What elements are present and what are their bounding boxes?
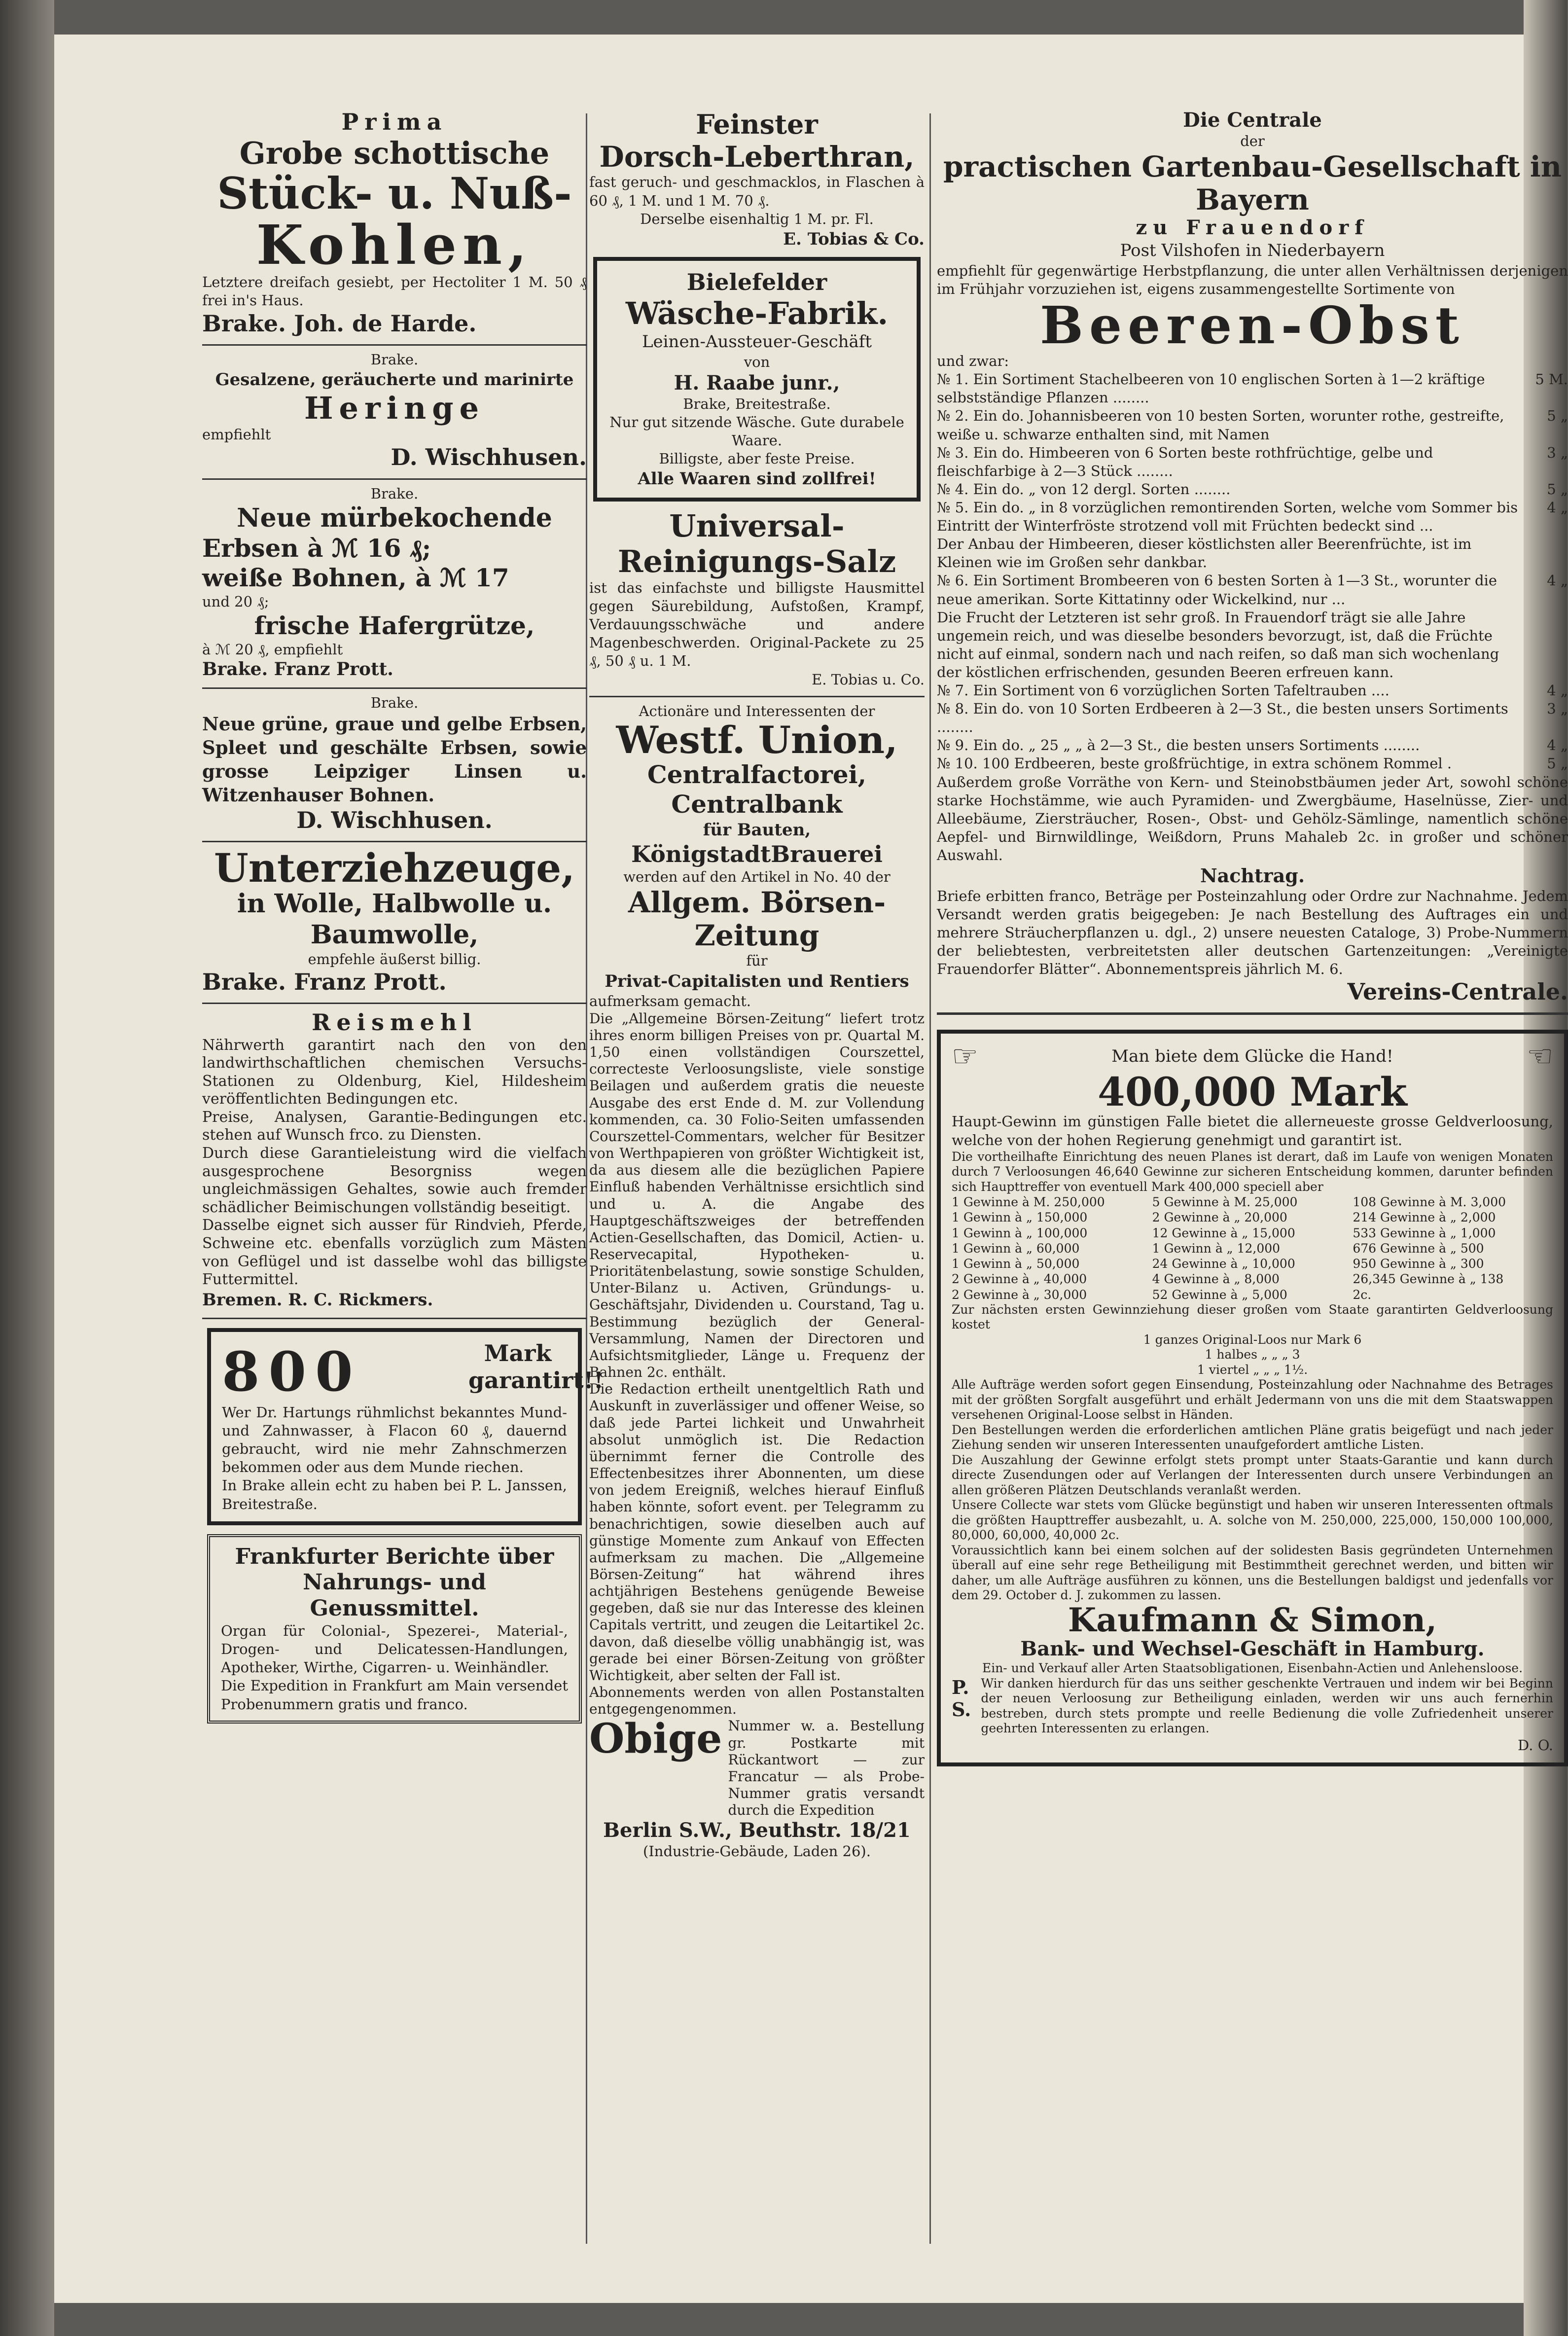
divider bbox=[937, 1012, 1568, 1015]
ad-body: Die Auszahlung der Gewinne erfolgt stets prompt unter Staats-Garantie und kann durch directe Zusendungen oder auf Verlangen der Interessenten durch unsere Verbindungen an allen größeren Plätzen Deutschlands veranlaßt werden. bbox=[952, 1452, 1553, 1497]
assortment-price: 4 „ bbox=[1547, 737, 1568, 754]
ad-heringe bbox=[202, 351, 587, 471]
ad-body: Abonnements werden von allen Postanstalten entgegengenommen. bbox=[589, 1684, 925, 1718]
ad-line: Nur gut sitzende Wäsche. Gute durabele Waare. bbox=[609, 413, 904, 449]
assortment-item bbox=[937, 407, 1568, 443]
prize-cell: 950 Gewinne à „ 300 bbox=[1353, 1257, 1484, 1271]
assortment-price: 3 „ bbox=[1547, 444, 1568, 461]
assortment-item bbox=[937, 499, 1568, 535]
prize-cell: 1 Gewinne à M. 250,000 bbox=[952, 1195, 1105, 1210]
assortment-text: № 8. Ein do. von 10 Sorten Erdbeeren à 2—3 St., die besten unsers Sortiments ........ bbox=[937, 700, 1508, 736]
ad-kicker: Universal- bbox=[669, 508, 845, 544]
ad-headline: Heringe bbox=[304, 390, 485, 427]
ad-subhead: Nachtrag. bbox=[1200, 864, 1305, 887]
ad-line: Centralbank bbox=[671, 789, 843, 819]
ad-geldverloosung bbox=[937, 1030, 1568, 1766]
ad-800-mark bbox=[207, 1328, 604, 1525]
prize-cell: 52 Gewinne à „ 5,000 bbox=[1152, 1287, 1287, 1302]
prize-cell: 108 Gewinne à M. 3,000 bbox=[1353, 1195, 1506, 1210]
ad-body: Letztere dreifach gesiebt, per Hectoliter 1 M. 50 ₰ frei in's Haus. bbox=[202, 274, 587, 309]
ad-signature: D. Wischhusen. bbox=[296, 807, 493, 834]
assortment-text: № 5. Ein do. „ in 8 vorzüglichen remontirenden Sorten, welche vom Sommer bis Eintritt der Winterfröste strotzend voll mit Früchten bedeckt sind ... bbox=[937, 499, 1518, 535]
ad-line: Privat-Capitalisten und Rentiers bbox=[605, 971, 909, 991]
ad-gruene-erbsen bbox=[202, 694, 587, 834]
prize-cell: 2 Gewinne à „ 20,000 bbox=[1152, 1210, 1287, 1225]
ad-body: Die Redaction ertheilt unentgeltlich Rath und Auskunft in zuverlässiger und offener Weise, so daß jede Partei lichkeit und Unwahrheit absolut unmöglich ist. Die Redaction übernimmt ferner die Controlle des Effectenbesitzes ihrer Abonnenten, um diese von jedem Ereigniß, welches hierauf Einfluß haben könnte, sofort event. per Telegramm zu benachrichtigen, sowie dieselben auch auf günstige Momente zum Ankauf von Effecten aufmerksam zu machen. Die „Allgemeine Börsen-Zeitung“ hat während ihres achtjährigen Bestehens genügende Beweise gegeben, daß sie nur das Interesse des kleinen Capitals vertritt, und zeugen die Leitartikel 2c. davon, daß dieselbe völlig unabhängig ist, was gerade bei einer Börsen-Zeitung von größter Wichtigkeit, aber selten der Fall ist. bbox=[589, 1381, 925, 1684]
ad-line: Alle Waaren sind zollfrei! bbox=[638, 469, 876, 489]
ad-line: KönigstadtBrauerei bbox=[631, 840, 883, 867]
ad-line: frische Hafergrütze, bbox=[254, 611, 535, 641]
ad-signature: Berlin S.W., Beuthstr. 18/21 bbox=[603, 1819, 911, 1842]
ad-body: Preise, Analysen, Garantie-Bedingungen etc. stehen auf Wunsch frco. zu Diensten. bbox=[202, 1108, 587, 1144]
assortment-item bbox=[937, 700, 1568, 736]
ad-line: für Bauten, bbox=[703, 820, 811, 840]
assortment-item bbox=[937, 572, 1568, 608]
column-rule bbox=[929, 113, 931, 2244]
assortment-text: № 1. Ein Sortiment Stachelbeeren von 10 englischen Sorten à 1—2 kräftige selbstständige Pflanzen ........ bbox=[937, 371, 1485, 406]
prize-cell: 2 Gewinne à „ 30,000 bbox=[952, 1287, 1087, 1302]
ad-line: Billigste, aber feste Preise. bbox=[659, 450, 855, 467]
assortment-price bbox=[1524, 609, 1568, 682]
ad-body: empfiehlt für gegenwärtige Herbstpflanzung, die unter allen Verhältnissen derjenigen im Frühjahr vorzuziehen ist, eigens zusammengestellte Sortimente von bbox=[937, 262, 1568, 297]
ad-place: Brake. bbox=[370, 351, 419, 368]
prize-cell: 5 Gewinne à M. 25,000 bbox=[1152, 1195, 1298, 1210]
assortment-text: № 6. Ein Sortiment Brombeeren von 6 besten Sorten à 1—3 St., worunter die neue amerikan. Sorte Kittatinny oder Wickelkind, nur ... bbox=[937, 572, 1497, 608]
ad-body: Dasselbe eignet sich ausser für Rindvieh, Pferde, Schweine etc. ebenfalls vorzüglich zum Mästen von Geflügel und ist dasselbe wohl das billigste Futtermittel. bbox=[202, 1217, 587, 1289]
ad-unterziehzeuge bbox=[202, 847, 587, 996]
prize-cell: 2 Gewinne à „ 40,000 bbox=[952, 1272, 1087, 1287]
assortment-item bbox=[937, 736, 1568, 755]
ad-line: der bbox=[1240, 133, 1265, 149]
ad-line: und 20 ₰; bbox=[202, 593, 269, 611]
divider bbox=[202, 841, 587, 842]
prize-cell: 1 Gewinn à „ 12,000 bbox=[1152, 1241, 1281, 1256]
assortment-price bbox=[1524, 535, 1568, 572]
ad-headline: Kohlen, bbox=[256, 213, 533, 277]
ad-reismehl bbox=[202, 1009, 587, 1311]
ad-line: Derselbe eisenhaltig 1 M. pr. Fl. bbox=[640, 210, 874, 227]
ticket-price: 1 viertel „ „ „ 1½. bbox=[1197, 1362, 1308, 1377]
divider bbox=[202, 1318, 587, 1319]
ad-erbsen bbox=[202, 485, 587, 681]
assortment-price: 3 „ bbox=[1547, 700, 1568, 718]
ad-headline: Dorsch-Leberthran, bbox=[599, 140, 915, 174]
column-2 bbox=[589, 108, 925, 1868]
ad-body: Unsere Collecte war stets vom Glücke begünstigt und haben wir unseren Interessenten oftmals die größten Haupttreffer ausbezahlt, u. A. solche von M. 250,000, 225,000, 150,000 100,000, 80,000, 60,000, 40,000 2c. bbox=[952, 1498, 1553, 1543]
ad-line: in Wolle, Halbwolle u. Baumwolle, bbox=[237, 889, 552, 950]
ad-footer: In Brake allein echt zu haben bei P. L. Janssen, Breitestraße. bbox=[222, 1477, 567, 1512]
ad-headline: practischen Gartenbau-Gesellschaft in Bayern bbox=[943, 150, 1562, 216]
ad-body: Briefe erbitten franco, Beträge per Posteinzahlung oder Ordre zur Nachnahme. Jedem Versandt werden gratis beigegeben: Je nach Bestellung des Auftrages ein und mehrere Sträucherpflanzen u. dgl., 2) unsere neuesten Cataloge, 3) Probe-Nummern der beliebtesten, verbreitetsten aller deutschen Gartenzeitungen: „Vereinigte Frauendorfer Blätter“. Abonnementspreis jährlich M. 6. bbox=[937, 887, 1568, 978]
prize-cell: 24 Gewinne à „ 10,000 bbox=[1152, 1257, 1295, 1271]
ad-body: Außerdem große Vorräthe von Kern- und Steinobstbäumen jeder Art, sowohl schöne starke Hochstämme, wie auch Pyramiden- und Zwergbäume, Haselnüsse, Zier- und Alleebäume, Ziersträucher, Rosen-, Obst- und Gehölz-Sämlinge, namentlich schöne Aepfel- und Birnwildlinge, Weißdorn, Pruns Mahaleb 2c. in großer und schöner Auswahl. bbox=[937, 773, 1568, 864]
ad-body: Neue grüne, graue und gelbe Erbsen, Spleet und geschälte Erbsen, sowie grosse Leipziger Linsen u. Witzenhauser Bohnen. bbox=[202, 713, 587, 806]
ad-signature: D. Wischhusen. bbox=[391, 444, 587, 471]
ad-waesche-fabrik bbox=[593, 257, 921, 502]
ad-body: Den Bestellungen werden die erforderlichen amtlichen Pläne gratis beigefügt und nach jeder Ziehung senden wir unseren Interessenten unaufgefordert amtliche Listen. bbox=[952, 1422, 1553, 1452]
ad-line: Actionäre und Interessenten der bbox=[639, 702, 875, 719]
divider bbox=[202, 687, 587, 689]
ad-body: Die vortheilhafte Einrichtung des neuen Planes ist derart, daß im Laufe von wenigen Monaten durch 7 Verloosungen 46,640 Gewinne zur sicheren Entscheidung kommen, darunter befinden sich Haupttreffer von eventuell Mark 400,000 speciell aber bbox=[952, 1149, 1553, 1194]
ad-kohlen bbox=[202, 108, 587, 337]
prize-cell: 26,345 Gewinne à „ 138 bbox=[1353, 1272, 1504, 1287]
ad-body: Die „Allgemeine Börsen-Zeitung“ liefert trotz ihres enorm billigen Preises von pr. Quartal M. 1,50 einen vollständigen Courszettel, correcteste Verloosungsliste, viele sonstige Beilagen und außerdem gratis die neueste Ausgabe des erst Ende d. M. zur Vollendung kommenden, ca. 30 Folio-Seiten umfassenden Courszettel-Commentars, welcher für Besitzer von Werthpapieren von größter Wichtigkeit ist, da aus diesem alle die bezüglichen Papiere Einfluß habenden Verhältnisse ersichtlich sind und u. A. die Angabe des Hauptgeschäftszweiges der betreffenden Actien-Gesellschaften, das Domicil, Actien- u. Reservecapital, Hypotheken- u. Prioritätenbelastung, sowie sonstige Schulden, Unter-Bilanz u. Activen, Gründungs- u. Geschäftsjahr, Dividenden u. Courstand, Tag u. Bestimmung bezüglich der General-Versammlung, Namen der Directoren und Aufsichtsmitglieder, Länge u. Frequenz der Bahnen 2c. enthält. bbox=[589, 1010, 925, 1381]
assortment-price: 4 „ bbox=[1547, 499, 1568, 516]
ad-line: Centralfactorei, bbox=[647, 759, 867, 789]
prize-cell: 676 Gewinne à „ 500 bbox=[1353, 1241, 1484, 1256]
ad-line: Gesalzene, geräucherte und marinirte bbox=[215, 369, 574, 390]
ad-amount: 800 bbox=[222, 1340, 362, 1404]
ad-body: Voraussichtlich kann bei einem solchen auf der solidesten Basis gegründeten Unternehmen überall auf eine sehr rege Betheiligung mit Bestimmtheit gerechnet werden, und bitten wir daher, um alle Aufträge ausführen zu können, uns die Bestellungen baldigst und jedenfalls vor dem 29. October d. J. zukommen zu lassen. bbox=[952, 1543, 1553, 1603]
ad-line: Post Vilshofen in Niederbayern bbox=[1120, 241, 1385, 261]
ad-signature: Brake. Franz Prott. bbox=[202, 969, 447, 996]
assortment-text: № 3. Ein do. Himbeeren von 6 Sorten beste rothfrüchtige, gelbe und fleischfarbige à 2—3 Stück ........ bbox=[937, 444, 1433, 479]
assortment-price: 5 M. bbox=[1535, 371, 1568, 388]
ad-boersen-zeitung bbox=[589, 702, 925, 1861]
ad-line: weiße Bohnen, à ℳ 17 bbox=[202, 563, 509, 593]
assortment-text: № 9. Ein do. „ 25 „ „ à 2—3 St., die besten unsers Sortiments ........ bbox=[937, 737, 1420, 754]
ad-body: Nährwerth garantirt nach den von den landwirthschaftlichen chemischen Versuchs-Stationen zu Oldenburg, Kiel, Hildesheim veröffentlichten Bedingungen etc. bbox=[202, 1036, 587, 1108]
divider bbox=[202, 1003, 587, 1004]
prize-cell: 1 Gewinn à „ 50,000 bbox=[952, 1257, 1080, 1271]
ad-headline: Unterziehzeuge, bbox=[214, 845, 575, 892]
ad-address: (Industrie-Gebäude, Laden 26). bbox=[643, 1843, 871, 1860]
ad-kicker: Feinster bbox=[696, 108, 818, 140]
assortment-item bbox=[937, 682, 1568, 700]
ad-signature: Brake. Joh. de Harde. bbox=[202, 310, 477, 337]
assortment-item bbox=[937, 535, 1568, 572]
prize-cell: 214 Gewinne à „ 2,000 bbox=[1353, 1210, 1496, 1225]
assortment-list bbox=[937, 370, 1568, 773]
ad-kicker: Die Centrale bbox=[1183, 108, 1322, 132]
ad-line: empfiehlt bbox=[202, 426, 271, 443]
ad-body: Alle Aufträge werden sofort gegen Einsendung, Posteinzahlung oder Nachnahme des Betrages mit der größten Sorgfalt ausgeführt und erhält Jedermann von uns die mit dem Staatswappen versehenen Original-Loose selbst in Händen. bbox=[952, 1377, 1553, 1422]
assortment-item bbox=[937, 755, 1568, 773]
ad-beeren-obst bbox=[937, 108, 1568, 1006]
ad-line: für bbox=[746, 952, 768, 970]
divider bbox=[202, 344, 587, 346]
ad-amount-label: Mark garantirt!! bbox=[468, 1340, 604, 1394]
ad-headline: Wäsche-Fabrik. bbox=[625, 295, 889, 332]
book-spine bbox=[0, 0, 54, 2336]
ad-signature: Brake. Franz Prott. bbox=[202, 659, 393, 680]
ad-line: H. Raabe junr., bbox=[674, 371, 840, 395]
ad-frankfurter-berichte bbox=[207, 1534, 582, 1724]
ad-line: Grobe schottische bbox=[239, 135, 550, 172]
prize-table bbox=[952, 1194, 1553, 1302]
prize-cell: 1 Gewinn à „ 100,000 bbox=[952, 1225, 1088, 1240]
ps-label: P. S. bbox=[952, 1676, 971, 1721]
ad-footer: Die Expedition in Frankfurt am Main versendet Probenummern gratis und franco. bbox=[221, 1677, 568, 1713]
ad-obige-block bbox=[589, 1715, 925, 1819]
prize-cell: 1 Gewinn à „ 60,000 bbox=[952, 1241, 1080, 1256]
divider bbox=[202, 478, 587, 480]
ad-headline: Neue mürbekochende bbox=[237, 503, 552, 533]
ad-obige: Obige bbox=[589, 1715, 722, 1763]
prize-cell: 1 Gewinn à „ 150,000 bbox=[952, 1210, 1088, 1225]
assortment-text: Die Frucht der Letzteren ist sehr groß. In Frauendorf trägt sie alle Jahre ungemein reich, und was dieselbe besonders bevorzugt, ist, daß die Früchte nicht auf einmal, sondern nach und nach reifen, so daß man sich wochenlang der köstlichen erfrischenden, gesunden Beeren erfreuen kann. bbox=[937, 609, 1499, 681]
ad-header bbox=[222, 1340, 604, 1404]
assortment-item bbox=[937, 480, 1568, 499]
ad-leberthran bbox=[589, 108, 925, 250]
ad-reinigungs-salz bbox=[589, 508, 925, 688]
ad-signature: D. O. bbox=[1518, 1736, 1553, 1754]
assortment-price: 5 „ bbox=[1547, 480, 1568, 498]
ad-line: von bbox=[744, 353, 770, 370]
ad-signature: E. Tobias u. Co. bbox=[812, 671, 925, 688]
ad-headline: 400,000 Mark bbox=[1098, 1069, 1407, 1115]
pointing-hand-right-icon: ☞ bbox=[952, 1039, 978, 1074]
assortment-price: 5 „ bbox=[1547, 755, 1568, 772]
assortment-price: 4 „ bbox=[1547, 572, 1568, 589]
ad-body: Haupt-Gewinn im günstigen Falle bietet die allerneueste grosse Geldverloosung, welche von der hohen Regierung genehmigt und garantirt ist. bbox=[952, 1113, 1553, 1149]
ad-firm-line: Ein- und Verkauf aller Arten Staatsobligationen, Eisenbahn-Actien und Anlehensloose. bbox=[982, 1661, 1523, 1676]
ad-signature: Vereins-Centrale. bbox=[1347, 978, 1568, 1006]
ad-kicker: Bielefelder bbox=[686, 269, 827, 295]
ad-line: empfehle äußerst billig. bbox=[308, 951, 481, 968]
assortment-item bbox=[937, 444, 1568, 480]
ad-line: Leinen-Aussteuer-Geschäft bbox=[641, 332, 872, 352]
ad-headline: Allgem. Börsen-Zeitung bbox=[628, 886, 886, 952]
assortment-text: № 2. Ein do. Johannisbeeren von 10 besten Sorten, worunter rothe, gestreifte, weiße u. schwarze enthalten sind, mit Namen bbox=[937, 407, 1504, 443]
ad-line: à ℳ 20 ₰, empfiehlt bbox=[202, 641, 343, 658]
ad-header bbox=[952, 1039, 1553, 1074]
ad-place: Brake. bbox=[370, 485, 419, 502]
assortment-item bbox=[937, 370, 1568, 407]
prize-cell: 12 Gewinne à „ 15,000 bbox=[1152, 1225, 1295, 1240]
assortment-text: Der Anbau der Himbeeren, dieser köstlichsten aller Beerenfrüchte, ist im Kleinen wie im Großen sehr dankbar. bbox=[937, 536, 1472, 571]
ad-headline: Westf. Union, bbox=[616, 718, 898, 762]
ad-line: werden auf den Artikel in No. 40 der bbox=[623, 868, 891, 885]
ad-body: Wer Dr. Hartungs rühmlichst bekanntes Mund- und Zahnwasser, à Flacon 60 ₰, dauernd gebraucht, wird nie mehr Zahnschmerzen bekommen oder aus dem Munde riechen. bbox=[222, 1404, 567, 1476]
ad-line: aufmerksam gemacht. bbox=[589, 992, 751, 1009]
assortment-item bbox=[937, 609, 1568, 682]
ad-line: Erbsen à ℳ 16 ₰; bbox=[202, 534, 431, 563]
assortment-price: 4 „ bbox=[1547, 682, 1568, 699]
ad-body: Wir danken hierdurch für das uns seither geschenkte Vertrauen und indem wir bei Beginn der neuen Verloosung zur Betheiligung einladen, werden wir uns auch fernerhin bestreben, durch stets prompte und reelle Bedienung die volle Zufriedenheit unserer geehrten Interessenten zu erlangen. bbox=[981, 1676, 1553, 1736]
pointing-hand-left-icon: ☜ bbox=[1527, 1039, 1553, 1074]
ad-line: zu Frauendorf bbox=[1136, 216, 1369, 240]
ad-signature: Bremen. R. C. Rickmers. bbox=[202, 1290, 433, 1310]
ad-firm-line: Bank- und Wechsel-Geschäft in Hamburg. bbox=[1020, 1637, 1485, 1661]
ad-postscript bbox=[952, 1676, 1553, 1736]
column-1 bbox=[202, 108, 604, 1732]
assortment-text: № 4. Ein do. „ von 12 dergl. Sorten ........ bbox=[937, 480, 1231, 498]
ad-headline: Reinigungs-Salz bbox=[617, 543, 896, 579]
ad-kicker: Man biete dem Glücke die Hand! bbox=[1111, 1046, 1393, 1067]
ad-line: Brake, Breitestraße. bbox=[683, 395, 831, 412]
assortment-text: № 7. Ein Sortiment von 6 vorzüglichen Sorten Tafeltrauben .... bbox=[937, 682, 1390, 699]
assortment-price: 5 „ bbox=[1547, 407, 1568, 425]
prize-cell: 4 Gewinne à „ 8,000 bbox=[1152, 1272, 1280, 1287]
ad-headline: Stück- u. Nuß- bbox=[217, 168, 572, 219]
ad-body: Durch diese Garantieleistung wird die vielfach ausgesprochene Besorgniss wegen ungleichmässigen Gehaltes, sowie auch fremder schädlicher Beimischungen vollständig beseitigt. bbox=[202, 1145, 587, 1216]
column-3 bbox=[937, 108, 1568, 1773]
newspaper-page bbox=[54, 35, 1568, 2303]
assortment-text: № 10. 100 Erdbeeren, beste großfrüchtige, in extra schönem Rommel . bbox=[937, 755, 1452, 772]
prize-cell: 2c. bbox=[1353, 1287, 1372, 1302]
prize-cell: 533 Gewinne à „ 1,000 bbox=[1353, 1225, 1496, 1240]
ad-body: Zur nächsten ersten Gewinnziehung dieser großen vom Staate garantirten Geldverloosung kostet bbox=[952, 1302, 1553, 1332]
ad-kicker: Prima bbox=[341, 108, 448, 135]
ad-headline: Frankfurter Berichte über Nahrungs- und Genussmittel. bbox=[235, 1544, 554, 1621]
ad-line: und zwar: bbox=[937, 353, 1009, 370]
ad-body: ist das einfachste und billigste Hausmittel gegen Säurebildung, Aufstoßen, Krampf, Verdauungsschwäche und andere Magenbeschwerden. Original-Packete zu 25 ₰, 50 ₰ u. 1 M. bbox=[589, 579, 925, 670]
divider bbox=[589, 696, 925, 697]
ad-signature: E. Tobias & Co. bbox=[783, 229, 925, 249]
ticket-price: 1 halbes „ „ „ 3 bbox=[1205, 1347, 1300, 1362]
ad-place: Brake. bbox=[370, 694, 419, 711]
ad-body: fast geruch- und geschmacklos, in Flaschen à 60 ₰, 1 M. und 1 M. 70 ₰. bbox=[589, 174, 925, 209]
ad-firm: Kaufmann & Simon, bbox=[1068, 1600, 1437, 1639]
ad-headline: Reismehl bbox=[312, 1009, 477, 1036]
ticket-price: 1 ganzes Original-Loos nur Mark 6 bbox=[1143, 1332, 1362, 1347]
ad-body: Organ für Colonial-, Spezerei-, Material-, Drogen- und Delicatessen-Handlungen, Apotheker, Wirthe, Cigarren- u. Weinhändler. bbox=[221, 1622, 568, 1676]
ad-body: Nummer w. a. Bestellung gr. Postkarte mit Rückantwort — zur Francatur — als Probe-Nummer gratis versandt durch die Expedition bbox=[728, 1718, 925, 1819]
ad-headline: Beeren-Obst bbox=[1040, 294, 1465, 356]
